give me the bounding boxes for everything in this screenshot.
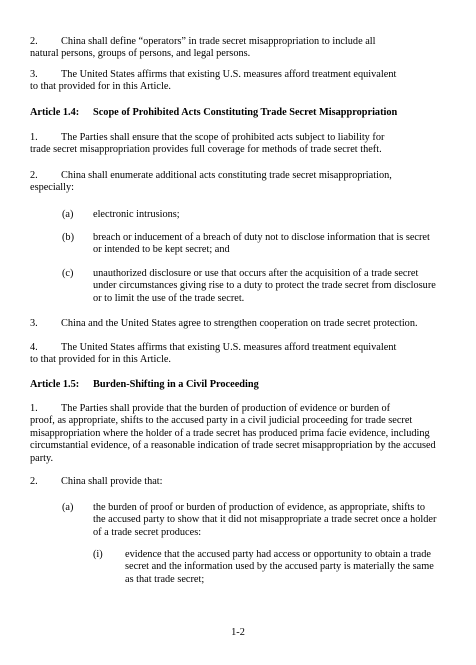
list-item-text-line: or to limit the use of the trade secret. — [93, 292, 245, 304]
paragraph-number: 2. — [30, 170, 38, 181]
list-item-label: (c) — [62, 268, 74, 279]
list-item-text-line: of a trade secret produces: — [93, 526, 202, 538]
list-item-text-line: electronic intrusions; — [93, 209, 180, 220]
paragraph-operators — [30, 36, 442, 61]
sub-list-item-text-line: evidence that the accused party had access or opportunity to obtain a trade — [125, 549, 431, 560]
paragraph-text-line: to that provided for in this Article. — [30, 81, 171, 93]
paragraph-text-line: The Parties shall ensure that the scope of prohibited acts subject to liability for — [61, 132, 385, 143]
paragraph-number: 4. — [30, 342, 38, 353]
paragraph-text-line: proof, as appropriate, shifts to the accused party in a civil judicial proceeding for trade secret — [30, 415, 413, 427]
paragraph-number: 2. — [30, 476, 38, 487]
paragraph-cooperation — [30, 318, 442, 330]
paragraph-scope — [30, 132, 442, 157]
sub-list-item-text-line: as that trade secret; — [125, 573, 205, 585]
paragraph-text-line: The Parties shall provide that the burden of production of evidence or burden of — [61, 403, 391, 414]
paragraph-text-line: China and the United States agree to strengthen cooperation on trade secret protection. — [61, 318, 418, 329]
paragraph-burden — [30, 403, 442, 465]
list-item-label: (a) — [62, 209, 74, 220]
paragraph-number: 2. — [30, 36, 38, 47]
paragraph-text-line: natural persons, groups of persons, and legal persons. — [30, 48, 251, 60]
list-item-text-line: or intended to be kept secret; and — [93, 244, 230, 256]
paragraph-number: 3. — [30, 318, 38, 329]
paragraph-number: 1. — [30, 403, 38, 414]
paragraph-text-line: circumstantial evidence, of a reasonable indication of trade secret misappropriation by the accused — [30, 440, 436, 452]
page-number: 1-2 — [231, 627, 245, 638]
list-item-label: (a) — [62, 502, 74, 513]
paragraph-number: 1. — [30, 132, 38, 143]
paragraph-number: 3. — [30, 69, 38, 80]
paragraph-text-line: China shall enumerate additional acts constituting trade secret misappropriation, — [61, 170, 392, 181]
article-title: Burden-Shifting in a Civil Proceeding — [93, 379, 259, 390]
paragraph-text-line: China shall define “operators” in trade secret misappropriation to include all — [61, 36, 376, 47]
article-1-5-heading — [30, 379, 442, 391]
paragraph-text-line: especially: — [30, 182, 75, 194]
list-item-text-line: the accused party to show that it did not misappropriate a trade secret once a holder — [93, 514, 437, 526]
article-number: Article 1.5: — [30, 379, 80, 390]
sub-list-item-text-line: secret and the information used by the accused party is materially the same — [125, 561, 434, 573]
article-1-4-heading — [30, 107, 442, 119]
paragraph-enumerate — [30, 170, 442, 195]
paragraph-us-affirms-1 — [30, 69, 442, 94]
paragraph-text-line: The United States affirms that existing U.S. measures afford treatment equivalent — [61, 342, 397, 353]
paragraph-text-line: to that provided for in this Article. — [30, 354, 171, 366]
article-title: Scope of Prohibited Acts Constituting Trade Secret Misappropriation — [93, 107, 398, 118]
sub-list-item-label: (i) — [93, 549, 103, 560]
article-number: Article 1.4: — [30, 107, 80, 118]
paragraph-us-affirms-2 — [30, 342, 442, 367]
paragraph-text-line: China shall provide that: — [61, 476, 163, 487]
list-item-text-line: the burden of proof or burden of production of evidence, as appropriate, shifts to — [93, 502, 425, 513]
list-item-label: (b) — [62, 232, 75, 243]
paragraph-china-provide — [30, 476, 442, 488]
paragraph-text-line: misappropriation where the holder of a trade secret has produced prima facie evidence, including — [30, 427, 430, 439]
list-item-text-line: under circumstances giving rise to a duty to protect the trade secret from disclosure — [93, 280, 436, 292]
paragraph-text-line: The United States affirms that existing U.S. measures afford treatment equivalent — [61, 69, 397, 80]
paragraph-text-line: trade secret misappropriation provides full coverage for methods of trade secret theft. — [30, 144, 382, 156]
list-item-text-line: unauthorized disclosure or use that occurs after the acquisition of a trade secret — [93, 268, 419, 279]
list-item-text-line: breach or inducement of a breach of duty not to disclose information that is secret — [93, 232, 430, 243]
paragraph-text-line: party. — [30, 452, 54, 464]
